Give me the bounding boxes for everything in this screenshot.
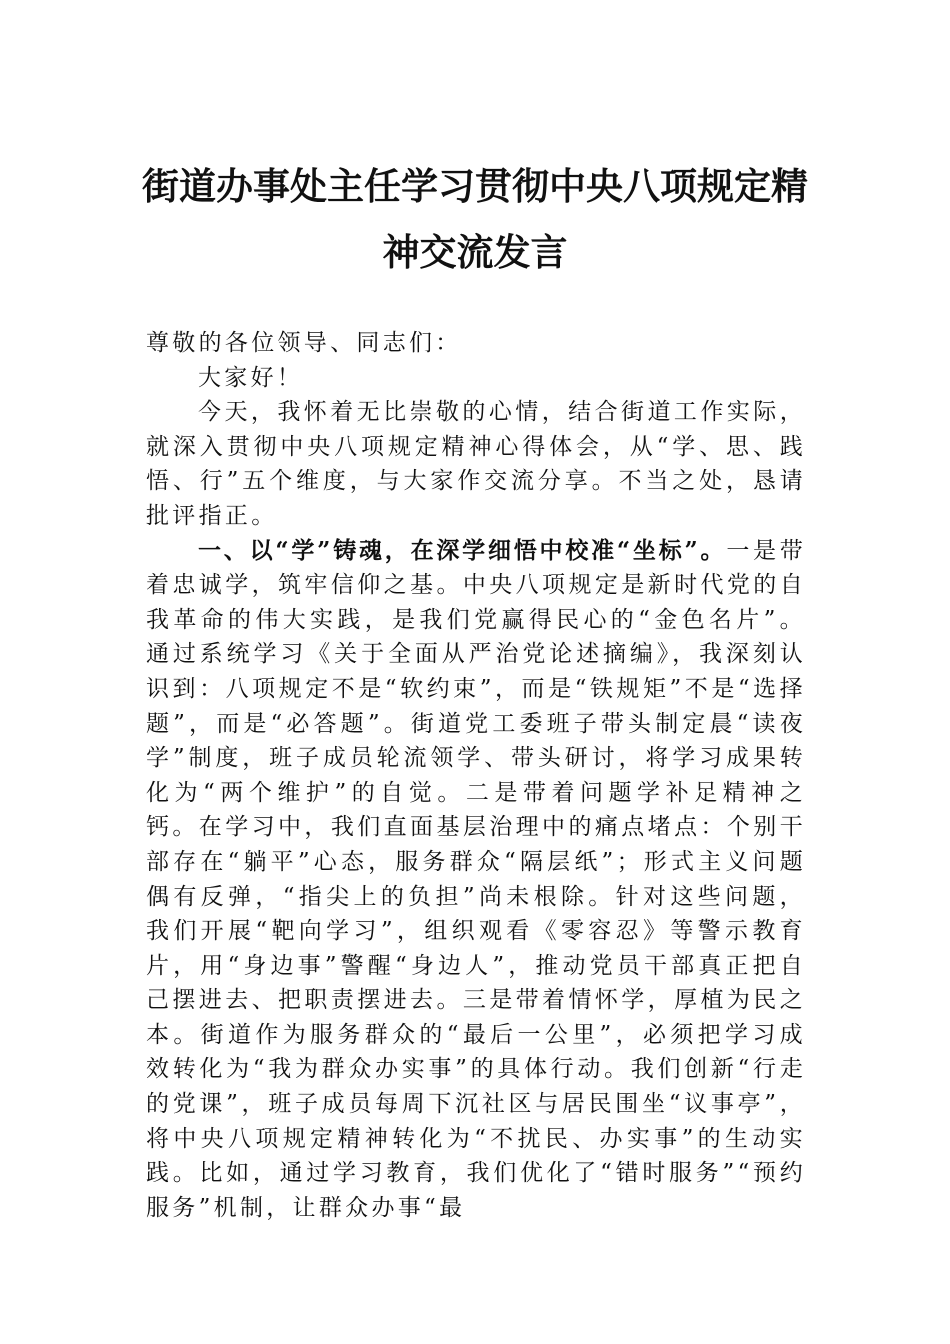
intro-paragraph: 今天，我怀着无比崇敬的心情，结合街道工作实际，就深入贯彻中央八项规定精神心得体会，从“学、思、践悟、行”五个维度，与大家作交流分享。不当之处，恳请批评指正。 [146,399,806,529]
document-title-line-2: 神交流发言 [382,230,568,274]
salutation: 尊敬的各位领导、同志们： [146,330,462,356]
document-title-line-1: 街道办事处主任学习贯彻中央八项规定精 [142,164,808,208]
greeting: 大家好！ [198,364,304,391]
section-1-paragraph [146,534,806,1226]
section-1-heading: 一、以“学”铸魂，在深学细悟中校准“坐标”。 [198,536,727,564]
document-body [146,326,806,1225]
section-1-body: 一是带着忠诚学，筑牢信仰之基。中央八项规定是新时代党的自我革命的伟大实践，是我们党赢得民心的“金色名片”。通过系统学习《关于全面从严治党论述摘编》，我深刻认识到：八项规定不是“软约束”，而是“铁规矩”不是“选择题”，而是“必答题”。街道党工委班子带头制定晨“读夜学”制度，班子成员轮流领学、带头研讨，将学习成果转化为“两个维护”的自觉。二是带着问题学补足精神之钙。在学习中，我们直面基层治理中的痛点堵点：个别干部存在“躺平”心态，服务群众“隔层纸”；形式主义问题偶有反弹，“指尖上的负担”尚未根除。针对这些问题，我们开展“靶向学习”，组织观看《零容忍》等警示教育片，用“身边事”警醒“身边人”，推动党员干部真正把自己摆进去、把职责摆进去。三是带着情怀学，厚植为民之本。街道作为服务群众的“最后一公里”，必须把学习成效转化为“我为群众办实事”的具体行动。我们创新“行走的党课”，班子成员每周下沉社区与居民围坐“议事亭”，将中央八项规定精神转化为“不扰民、办实事”的生动实践。比如，通过学习教育，我们优化了“错时服务”“预约服务”机制，让群众办事“最 [146,537,806,1221]
